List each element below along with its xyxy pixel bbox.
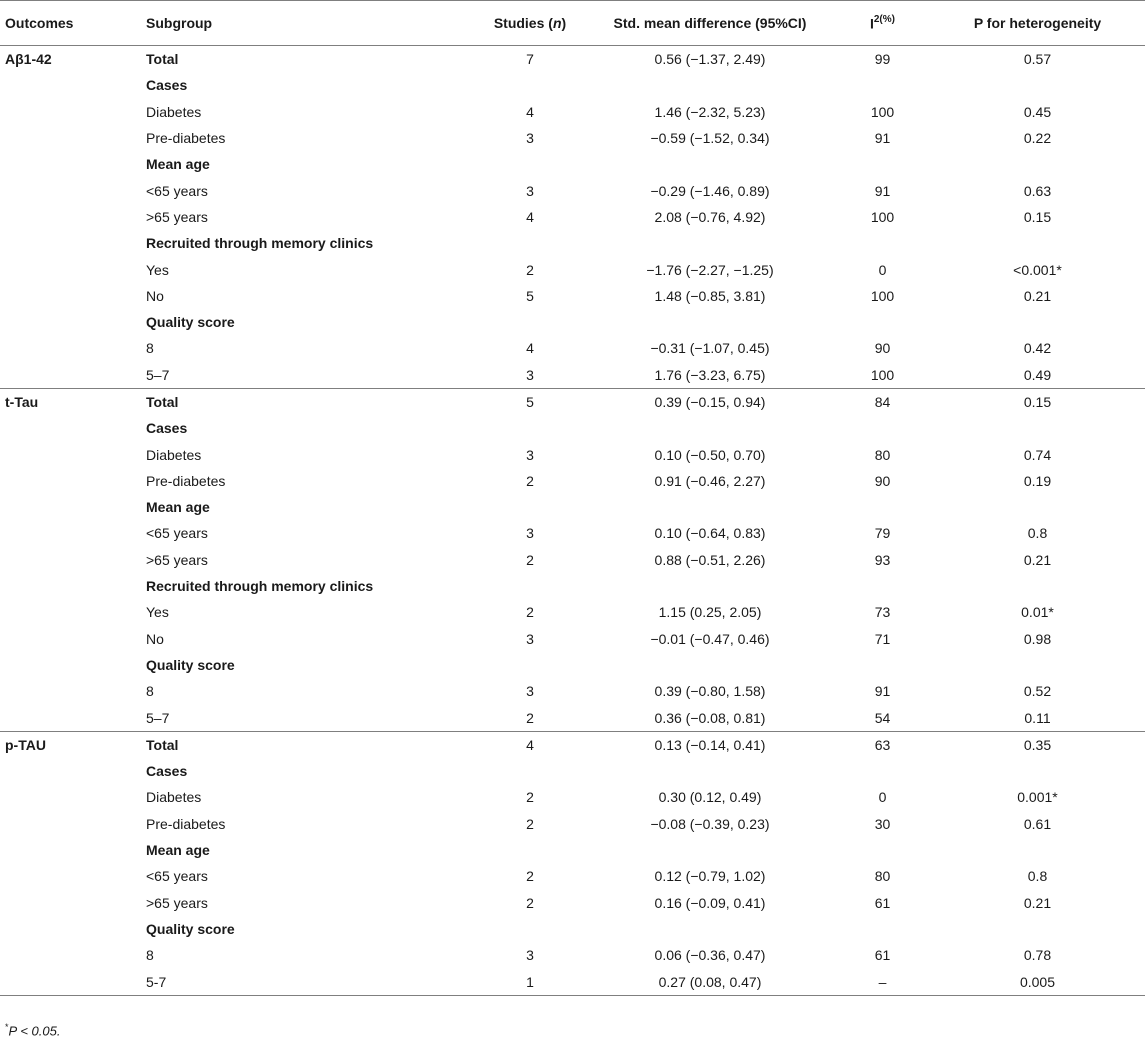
cell-studies: 3 bbox=[526, 366, 534, 383]
header-p-heterogeneity: P for heterogeneity bbox=[930, 1, 1145, 46]
cell-p-heterogeneity: 0.001* bbox=[1017, 789, 1058, 806]
cell-i2 bbox=[835, 573, 930, 599]
cell-studies bbox=[475, 837, 585, 863]
cell-studies bbox=[475, 230, 585, 256]
cell-subgroup: 8 bbox=[146, 683, 154, 700]
cell-i2: 61 bbox=[874, 894, 891, 911]
cell-studies: 4 bbox=[526, 340, 534, 357]
cell-subgroup: 5–7 bbox=[146, 709, 170, 726]
cell-i2: 54 bbox=[874, 709, 891, 726]
cell-p-heterogeneity: 0.98 bbox=[1023, 630, 1052, 647]
cell-outcome bbox=[0, 863, 145, 889]
cell-i2: 91 bbox=[874, 182, 891, 199]
table-row bbox=[0, 599, 1145, 625]
cell-subgroup: Total bbox=[145, 731, 475, 758]
cell-i2: 80 bbox=[874, 446, 891, 463]
table-footnote bbox=[5, 1022, 60, 1038]
cell-studies: 4 bbox=[526, 103, 534, 120]
cell-i2: 79 bbox=[874, 525, 891, 542]
cell-outcome bbox=[0, 283, 145, 309]
cell-subgroup: <65 years bbox=[146, 525, 208, 542]
cell-studies: 2 bbox=[526, 709, 534, 726]
cell-smd: −0.31 (−1.07, 0.45) bbox=[650, 340, 770, 357]
cell-subgroup: Cases bbox=[146, 763, 188, 780]
cell-studies: 4 bbox=[475, 731, 585, 758]
header-row bbox=[0, 1, 1145, 46]
cell-smd bbox=[585, 573, 835, 599]
cell-smd: 0.36 (−0.08, 0.81) bbox=[654, 709, 766, 726]
cell-outcome bbox=[0, 678, 145, 704]
cell-p-heterogeneity: 0.49 bbox=[1023, 366, 1052, 383]
cell-p-heterogeneity bbox=[930, 494, 1145, 520]
cell-i2: 0 bbox=[878, 261, 887, 278]
cell-i2 bbox=[835, 151, 930, 177]
table-row bbox=[0, 151, 1145, 177]
cell-i2: 100 bbox=[870, 208, 895, 225]
cell-p-heterogeneity: 0.63 bbox=[1023, 182, 1052, 199]
cell-studies bbox=[475, 652, 585, 678]
cell-smd: 1.46 (−2.32, 5.23) bbox=[654, 103, 766, 120]
cell-subgroup: >65 years bbox=[146, 551, 208, 568]
cell-p-heterogeneity: 0.74 bbox=[1023, 446, 1052, 463]
cell-outcome bbox=[0, 811, 145, 837]
header-studies bbox=[475, 1, 585, 46]
cell-studies bbox=[475, 309, 585, 335]
cell-subgroup: >65 years bbox=[146, 208, 208, 225]
table-row bbox=[0, 758, 1145, 784]
table-row bbox=[0, 125, 1145, 151]
cell-outcome bbox=[0, 599, 145, 625]
table-row bbox=[0, 547, 1145, 573]
cell-studies: 2 bbox=[526, 894, 534, 911]
cell-outcome bbox=[0, 784, 145, 810]
cell-i2: 100 bbox=[870, 287, 895, 304]
cell-i2 bbox=[835, 916, 930, 942]
cell-i2 bbox=[835, 309, 930, 335]
cell-smd: 0.10 (−0.50, 0.70) bbox=[654, 446, 766, 463]
cell-i2: 71 bbox=[874, 630, 891, 647]
cell-smd bbox=[585, 652, 835, 678]
header-i2-base: I bbox=[869, 15, 874, 32]
cell-outcome: Aβ1-42 bbox=[0, 46, 145, 73]
table-row bbox=[0, 678, 1145, 704]
cell-outcome bbox=[0, 256, 145, 282]
cell-studies: 2 bbox=[526, 472, 534, 489]
cell-p-heterogeneity bbox=[930, 573, 1145, 599]
cell-i2: – bbox=[835, 968, 930, 995]
cell-p-heterogeneity: 0.57 bbox=[930, 46, 1145, 73]
cell-smd: 0.16 (−0.09, 0.41) bbox=[654, 894, 766, 911]
cell-smd bbox=[585, 494, 835, 520]
cell-p-heterogeneity: 0.005 bbox=[930, 968, 1145, 995]
cell-smd: 0.39 (−0.80, 1.58) bbox=[654, 683, 766, 700]
header-i2-sup: 2(%) bbox=[873, 13, 895, 25]
table-row bbox=[0, 468, 1145, 494]
cell-subgroup: Diabetes bbox=[146, 446, 202, 463]
table-row bbox=[0, 890, 1145, 916]
cell-outcome bbox=[0, 547, 145, 573]
cell-p-heterogeneity: 0.21 bbox=[1023, 551, 1052, 568]
header-outcomes: Outcomes bbox=[0, 1, 145, 46]
cell-smd: 1.15 (0.25, 2.05) bbox=[658, 604, 762, 621]
table-row bbox=[0, 704, 1145, 731]
cell-p-heterogeneity: 0.78 bbox=[1023, 947, 1052, 964]
cell-p-heterogeneity bbox=[930, 151, 1145, 177]
cell-smd: 0.10 (−0.64, 0.83) bbox=[654, 525, 766, 542]
cell-smd bbox=[585, 415, 835, 441]
cell-p-heterogeneity: 0.45 bbox=[1023, 103, 1052, 120]
cell-outcome bbox=[0, 758, 145, 784]
cell-outcome bbox=[0, 151, 145, 177]
cell-studies: 2 bbox=[526, 868, 534, 885]
cell-studies: 3 bbox=[526, 446, 534, 463]
cell-i2: 61 bbox=[874, 947, 891, 964]
cell-outcome bbox=[0, 890, 145, 916]
cell-i2: 99 bbox=[835, 46, 930, 73]
cell-subgroup: Mean age bbox=[146, 156, 210, 173]
table-row bbox=[0, 72, 1145, 98]
cell-studies: 2 bbox=[526, 261, 534, 278]
header-studies-n: n bbox=[552, 15, 562, 31]
cell-i2 bbox=[835, 72, 930, 98]
cell-outcome bbox=[0, 652, 145, 678]
cell-studies: 2 bbox=[526, 789, 534, 806]
table-row bbox=[0, 573, 1145, 599]
cell-smd bbox=[585, 72, 835, 98]
cell-outcome bbox=[0, 335, 145, 361]
cell-outcome bbox=[0, 837, 145, 863]
table-row bbox=[0, 441, 1145, 467]
cell-i2 bbox=[835, 230, 930, 256]
table-row bbox=[0, 837, 1145, 863]
table-row bbox=[0, 177, 1145, 203]
cell-smd: 0.06 (−0.36, 0.47) bbox=[654, 947, 766, 964]
cell-outcome bbox=[0, 942, 145, 968]
cell-studies: 3 bbox=[526, 525, 534, 542]
cell-smd: −0.29 (−1.46, 0.89) bbox=[650, 182, 770, 199]
cell-p-heterogeneity: 0.8 bbox=[1027, 868, 1048, 885]
cell-p-heterogeneity bbox=[930, 230, 1145, 256]
cell-i2: 90 bbox=[874, 340, 891, 357]
header-studies-suffix: ) bbox=[561, 15, 567, 31]
cell-outcome bbox=[0, 468, 145, 494]
cell-subgroup: Total bbox=[145, 388, 475, 415]
cell-subgroup: Pre-diabetes bbox=[146, 472, 226, 489]
cell-outcome bbox=[0, 494, 145, 520]
cell-outcome bbox=[0, 230, 145, 256]
table-header bbox=[0, 1, 1145, 46]
cell-studies: 3 bbox=[526, 630, 534, 647]
cell-smd: 1.76 (−3.23, 6.75) bbox=[654, 366, 766, 383]
table-row bbox=[0, 863, 1145, 889]
cell-p-heterogeneity bbox=[930, 837, 1145, 863]
cell-subgroup: 8 bbox=[146, 947, 154, 964]
cell-subgroup: <65 years bbox=[146, 868, 208, 885]
cell-outcome bbox=[0, 415, 145, 441]
cell-p-heterogeneity bbox=[930, 652, 1145, 678]
cell-studies: 4 bbox=[526, 208, 534, 225]
cell-subgroup: Recruited through memory clinics bbox=[146, 235, 374, 252]
cell-smd: 0.88 (−0.51, 2.26) bbox=[654, 551, 766, 568]
cell-smd: −1.76 (−2.27, −1.25) bbox=[646, 261, 774, 278]
cell-smd: 0.91 (−0.46, 2.27) bbox=[654, 472, 766, 489]
cell-studies: 5 bbox=[526, 287, 534, 304]
cell-p-heterogeneity: 0.22 bbox=[1023, 130, 1052, 147]
cell-smd bbox=[585, 230, 835, 256]
cell-outcome bbox=[0, 309, 145, 335]
cell-subgroup: Mean age bbox=[146, 842, 210, 859]
cell-studies bbox=[475, 415, 585, 441]
table-row bbox=[0, 230, 1145, 256]
cell-p-heterogeneity: 0.52 bbox=[1023, 683, 1052, 700]
cell-smd: 0.30 (0.12, 0.49) bbox=[658, 789, 762, 806]
cell-smd: 0.13 (−0.14, 0.41) bbox=[585, 731, 835, 758]
cell-subgroup: Yes bbox=[146, 261, 169, 278]
cell-smd bbox=[585, 837, 835, 863]
cell-p-heterogeneity bbox=[930, 72, 1145, 98]
cell-subgroup: 5–7 bbox=[146, 366, 170, 383]
cell-outcome bbox=[0, 704, 145, 731]
cell-p-heterogeneity: 0.61 bbox=[1023, 815, 1052, 832]
cell-smd: −0.59 (−1.52, 0.34) bbox=[650, 130, 770, 147]
cell-outcome bbox=[0, 520, 145, 546]
table-row bbox=[0, 626, 1145, 652]
cell-outcome bbox=[0, 204, 145, 230]
cell-i2: 91 bbox=[874, 683, 891, 700]
cell-i2: 73 bbox=[874, 604, 891, 621]
cell-outcome bbox=[0, 626, 145, 652]
cell-subgroup: Total bbox=[145, 46, 475, 73]
table-row bbox=[0, 520, 1145, 546]
cell-i2: 0 bbox=[878, 789, 887, 806]
cell-subgroup: No bbox=[146, 630, 164, 647]
cell-subgroup: Diabetes bbox=[146, 789, 202, 806]
cell-p-heterogeneity: 0.15 bbox=[930, 388, 1145, 415]
cell-subgroup: 8 bbox=[146, 340, 154, 357]
cell-smd bbox=[585, 309, 835, 335]
table-row bbox=[0, 283, 1145, 309]
cell-studies bbox=[475, 573, 585, 599]
table-row bbox=[0, 362, 1145, 389]
cell-p-heterogeneity bbox=[930, 758, 1145, 784]
cell-p-heterogeneity: 0.15 bbox=[1023, 208, 1052, 225]
cell-subgroup: >65 years bbox=[146, 894, 208, 911]
cell-p-heterogeneity: 0.11 bbox=[1024, 709, 1051, 726]
cell-p-heterogeneity: 0.42 bbox=[1023, 340, 1052, 357]
cell-smd: −0.08 (−0.39, 0.23) bbox=[650, 815, 770, 832]
table-row bbox=[0, 335, 1145, 361]
cell-studies: 7 bbox=[475, 46, 585, 73]
cell-subgroup: No bbox=[146, 287, 164, 304]
cell-i2: 80 bbox=[874, 868, 891, 885]
table-row bbox=[0, 388, 1145, 415]
cell-studies: 2 bbox=[526, 815, 534, 832]
cell-subgroup: Pre-diabetes bbox=[146, 815, 226, 832]
cell-outcome bbox=[0, 72, 145, 98]
cell-i2: 84 bbox=[835, 388, 930, 415]
table-row bbox=[0, 46, 1145, 73]
cell-p-heterogeneity bbox=[930, 309, 1145, 335]
cell-i2 bbox=[835, 494, 930, 520]
table-row bbox=[0, 309, 1145, 335]
cell-studies bbox=[475, 758, 585, 784]
cell-studies bbox=[475, 916, 585, 942]
cell-studies: 3 bbox=[526, 130, 534, 147]
cell-i2: 100 bbox=[870, 103, 895, 120]
cell-subgroup: 5-7 bbox=[145, 968, 475, 995]
table-row bbox=[0, 256, 1145, 282]
cell-i2 bbox=[835, 652, 930, 678]
cell-p-heterogeneity bbox=[930, 916, 1145, 942]
cell-outcome: t-Tau bbox=[0, 388, 145, 415]
cell-outcome bbox=[0, 125, 145, 151]
cell-i2 bbox=[835, 415, 930, 441]
cell-smd: 0.56 (−1.37, 2.49) bbox=[585, 46, 835, 73]
footnote-text: P < 0.05. bbox=[8, 1023, 61, 1039]
cell-subgroup: Mean age bbox=[146, 499, 210, 516]
cell-smd: −0.01 (−0.47, 0.46) bbox=[650, 630, 770, 647]
cell-studies: 1 bbox=[475, 968, 585, 995]
table-row bbox=[0, 916, 1145, 942]
cell-outcome bbox=[0, 573, 145, 599]
cell-smd bbox=[585, 151, 835, 177]
table-row bbox=[0, 811, 1145, 837]
cell-p-heterogeneity: 0.21 bbox=[1023, 894, 1052, 911]
cell-p-heterogeneity: 0.01* bbox=[1021, 604, 1054, 621]
table-row bbox=[0, 494, 1145, 520]
table-row bbox=[0, 652, 1145, 678]
table-row bbox=[0, 204, 1145, 230]
cell-studies bbox=[475, 72, 585, 98]
header-smd: Std. mean difference (95%CI) bbox=[585, 1, 835, 46]
cell-subgroup: Diabetes bbox=[146, 103, 202, 120]
cell-outcome bbox=[0, 99, 145, 125]
cell-i2: 63 bbox=[835, 731, 930, 758]
cell-smd: 0.12 (−0.79, 1.02) bbox=[654, 868, 766, 885]
table-row bbox=[0, 968, 1145, 995]
cell-subgroup: Yes bbox=[146, 604, 169, 621]
cell-studies bbox=[475, 494, 585, 520]
cell-studies: 3 bbox=[526, 182, 534, 199]
cell-subgroup: Cases bbox=[146, 420, 188, 437]
header-studies-prefix: Studies ( bbox=[493, 15, 553, 31]
cell-p-heterogeneity: 0.35 bbox=[930, 731, 1145, 758]
table-row bbox=[0, 784, 1145, 810]
cell-smd: 0.39 (−0.15, 0.94) bbox=[585, 388, 835, 415]
cell-outcome bbox=[0, 177, 145, 203]
cell-outcome bbox=[0, 441, 145, 467]
cell-i2: 93 bbox=[874, 551, 891, 568]
table-body bbox=[0, 46, 1145, 996]
cell-p-heterogeneity: <0.001* bbox=[1013, 261, 1062, 278]
cell-studies: 5 bbox=[475, 388, 585, 415]
cell-i2: 100 bbox=[870, 366, 895, 383]
table-row bbox=[0, 731, 1145, 758]
cell-i2: 30 bbox=[874, 815, 891, 832]
table-row bbox=[0, 942, 1145, 968]
cell-subgroup: Pre-diabetes bbox=[146, 130, 226, 147]
cell-subgroup: Quality score bbox=[146, 656, 235, 673]
cell-studies: 3 bbox=[526, 947, 534, 964]
cell-outcome bbox=[0, 968, 145, 995]
cell-smd: 1.48 (−0.85, 3.81) bbox=[654, 287, 766, 304]
cell-subgroup: Quality score bbox=[146, 314, 235, 331]
cell-p-heterogeneity bbox=[930, 415, 1145, 441]
cell-subgroup: Cases bbox=[146, 77, 188, 94]
cell-subgroup: Recruited through memory clinics bbox=[146, 578, 374, 595]
cell-i2: 90 bbox=[874, 472, 891, 489]
table-row bbox=[0, 415, 1145, 441]
cell-outcome: p-TAU bbox=[0, 731, 145, 758]
cell-p-heterogeneity: 0.8 bbox=[1027, 525, 1048, 542]
cell-smd: 2.08 (−0.76, 4.92) bbox=[654, 208, 766, 225]
cell-smd bbox=[585, 758, 835, 784]
cell-studies bbox=[475, 151, 585, 177]
header-subgroup: Subgroup bbox=[145, 1, 475, 46]
cell-p-heterogeneity: 0.19 bbox=[1023, 472, 1052, 489]
header-i2 bbox=[835, 1, 930, 46]
cell-outcome bbox=[0, 362, 145, 389]
table-row bbox=[0, 99, 1145, 125]
cell-i2: 91 bbox=[874, 130, 891, 147]
cell-studies: 3 bbox=[526, 683, 534, 700]
cell-studies: 2 bbox=[526, 551, 534, 568]
footnote-marker: * bbox=[5, 1022, 9, 1032]
cell-studies: 2 bbox=[526, 604, 534, 621]
cell-subgroup: <65 years bbox=[146, 182, 208, 199]
cell-p-heterogeneity: 0.21 bbox=[1023, 287, 1052, 304]
cell-smd bbox=[585, 916, 835, 942]
cell-smd: 0.27 (0.08, 0.47) bbox=[585, 968, 835, 995]
cell-outcome bbox=[0, 916, 145, 942]
cell-i2 bbox=[835, 837, 930, 863]
cell-i2 bbox=[835, 758, 930, 784]
cell-subgroup: Quality score bbox=[146, 920, 235, 937]
